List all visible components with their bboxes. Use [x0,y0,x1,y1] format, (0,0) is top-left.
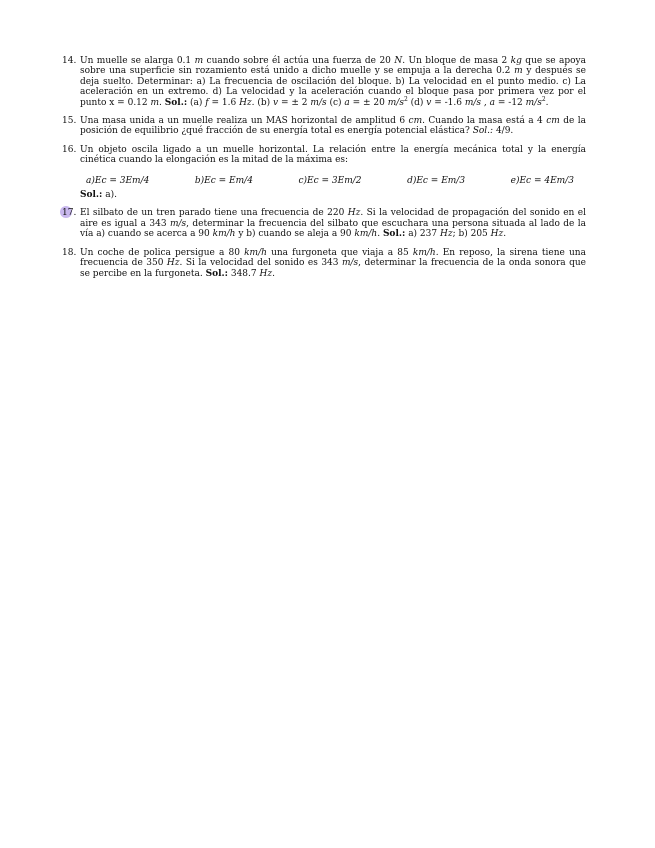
problem-text: Un coche de polica persigue a 80 km/h una furgoneta que viaja a 85 km/h. En reposo, la sirena tiene una frecuencia de 350 Hz. Si la velocidad del sonido es 343 m/s, determinar la frecuencia de la onda sonora que se percibe en la furgoneta. [80,247,586,279]
solution-label: Sol.: [80,190,103,201]
problem-text: Un muelle se alarga 0.1 m cuando sobre él actúa una fuerza de 20 N. Un bloque de masa 2 kg que se apoya sobre una superficie sin rozamiento está unido a dicho muelle y se empuja a la derecha 0.2 m y después se deja suelto. Determinar: a) La frecuencia de oscilación del bloque. b) La velocidad en el punto medio. c) La aceleración en un extremo. d) La velocidad y la aceleración cuando el bloque pasa por primera vez por el punto x = 0.12 m. [80,56,586,108]
problem-17 [62,208,586,239]
solution-text: a) 237 Hz; b) 205 Hz. [405,229,507,240]
solution-text: a). [102,190,117,201]
solution-label: Sol.: [205,268,228,279]
problem-18 [62,248,586,279]
solution-text: 4/9. [493,126,514,137]
solution-label: Sol.: [164,97,188,108]
option-e: e)Ec = 4Em/3 [510,175,574,186]
solution-label: Sol.: [472,126,494,137]
problem-number: 18. [62,247,77,258]
option-c: c)Ec = 3Em/2 [298,175,362,186]
solution-text: 348.7 Hz. [227,268,275,279]
option-a: a)Ec = 3Em/4 [86,175,150,186]
problem-15 [62,116,586,137]
problem-text: El silbato de un tren parado tiene una frecuencia de 220 Hz. Si la velocidad de propagación del sonido en el aire es igual a 343 m/s, determinar la frecuencia del silbato que escuchara una persona situada al lado de la vía a) cuando se acerca a 90 km/h y b) cuando se aleja a 90 km/h. [80,208,586,240]
problem-16 [62,145,586,201]
problem-list [62,56,586,287]
problem-number: 16. [62,144,77,155]
solution-text: (a) f = 1.6 Hz. (b) v = ± 2 m/s (c) a = ± 20 $m/s^2$ (d) v = -1.6 m/s , a = -12 $m/s^2$. [187,95,549,108]
solution-line [80,190,586,200]
answer-options [86,176,574,186]
problem-number: 15. [62,116,77,127]
problem-14 [62,56,586,108]
problem-text: Una masa unida a un muelle realiza un MAS horizontal de amplitud 6 cm. Cuando la masa está a 4 cm de la posición de equilibrio ¿qué fracción de su energía total es energía potencial elástica? [80,116,586,137]
option-b: b)Ec = Em/4 [194,175,253,186]
problem-number-highlighted: 17. [62,208,77,219]
problem-text: Un objeto oscila ligado a un muelle horizontal. La relación entre la energía mecánica total y la energía cinética cuando la elongación es la mitad de la máxima es: [80,144,586,166]
solution-label: Sol.: [382,229,406,240]
problem-number: 14. [62,56,77,66]
option-d: d)Ec = Em/3 [407,175,466,186]
